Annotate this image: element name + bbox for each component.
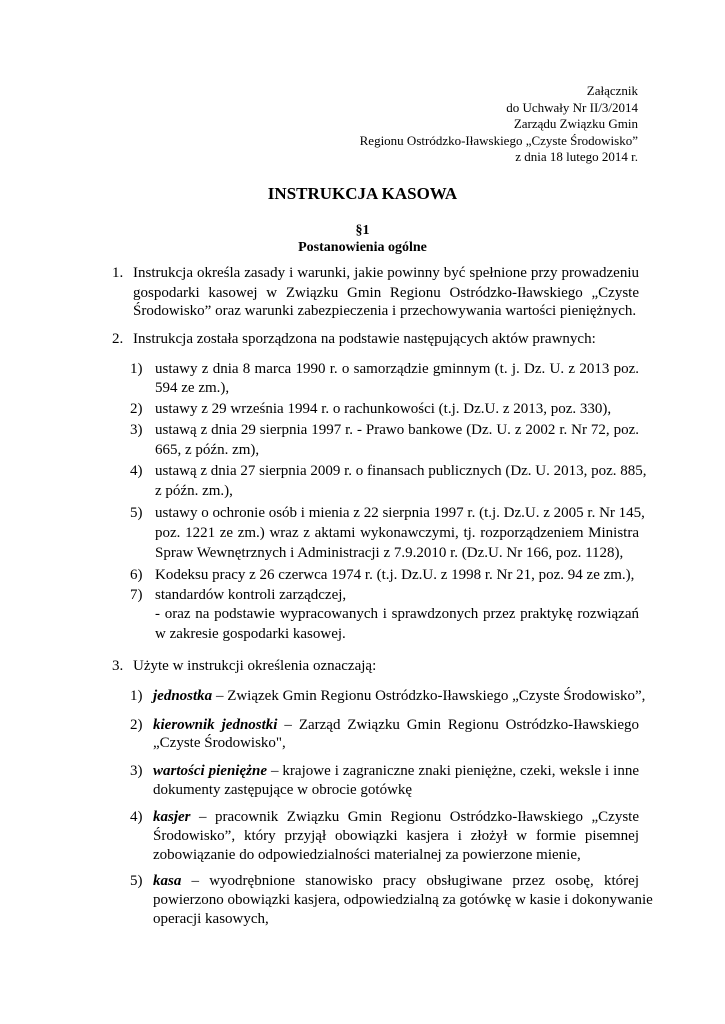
paragraph-line: Użyte w instrukcji określenia oznaczają:	[133, 658, 377, 674]
definition-text: – Zarząd Związku Gmin Regionu Ostródzko-Iławskiego	[277, 717, 639, 733]
sub-item-line: poz. 1221 ze zm.) wraz z aktami wykonawczymi, tj. rozporządzeniem Ministra	[155, 525, 639, 541]
definition-line: zobowiązanie do odpowiedzialności materialnej za powierzone mienie,	[153, 847, 581, 863]
definition-text: – pracownik Związku Gmin Regionu Ostródzko-Iławskiego „Czyste	[190, 809, 639, 825]
definition-term: wartości pieniężne	[153, 763, 267, 779]
paragraph-line: Instrukcja została sporządzona na podstawie następujących aktów prawnych:	[133, 331, 596, 347]
header-line: z dnia 18 lutego 2014 r.	[515, 149, 638, 165]
sub-item-line: - oraz na podstawie wypracowanych i sprawdzonych przez praktykę rozwiązań	[155, 606, 639, 622]
definition-line	[153, 807, 639, 827]
definition-line: operacji kasowych,	[153, 911, 269, 927]
item-number: 2.	[112, 331, 124, 347]
definition-line: powierzono obowiązki kasjera, odpowiedzialną za gotówkę w kasie i dokonywanie	[153, 892, 653, 908]
sub-item-line: standardów kontroli zarządczej,	[155, 587, 347, 603]
sub-item-line: 665, z późn. zm),	[155, 442, 260, 458]
definition-number: 3)	[130, 763, 143, 779]
section-number: §1	[355, 223, 370, 238]
header-line: Regionu Ostródzko-Iławskiego „Czyste Środowisko”	[359, 132, 638, 148]
sub-item-line: Spraw Wewnętrznych i Administracji z 7.9.2010 r. (Dz.U. Nr 166, poz. 1128),	[155, 545, 624, 561]
item-number: 1.	[112, 265, 124, 281]
header-line: Załącznik	[586, 83, 638, 98]
definition-line: „Czyste Środowisko",	[153, 735, 286, 751]
definition-line	[153, 871, 639, 891]
sub-item-line: ustawy o ochronie osób i mienia z 22 sierpnia 1997 r. (t.j. Dz.U. z 2005 r. Nr 145,	[155, 505, 645, 521]
definition-text: – wyodrębnione stanowisko pracy obsługiwane przez osobę, której	[181, 873, 639, 889]
item-number: 3.	[112, 658, 124, 674]
definition-term: kasa	[153, 873, 182, 889]
attachment-header	[360, 83, 638, 166]
section-heading: Postanowienia ogólne	[298, 240, 427, 255]
paragraph-line: gospodarki kasowej w Związku Gmin Regionu Ostródzko-Iławskiego „Czyste	[133, 285, 639, 301]
definition-line	[153, 715, 639, 735]
sub-item-line: 594 ze zm.),	[155, 380, 230, 396]
sub-item-number: 4)	[130, 463, 143, 479]
definition-number: 5)	[130, 873, 143, 889]
sub-item-number: 1)	[130, 361, 143, 377]
sub-item-number: 3)	[130, 422, 143, 438]
sub-item-number: 6)	[130, 567, 143, 583]
sub-item-number: 2)	[130, 401, 143, 417]
header-line: Zarządu Związku Gmin	[513, 116, 638, 132]
sub-item-line: ustawy z 29 września 1994 r. o rachunkowości (t.j. Dz.U. z 2013, poz. 330),	[155, 401, 612, 417]
definition-line: Środowisko”, który przyjął obowiązki kasjera i złożył w formie pisemnej	[153, 828, 639, 844]
sub-item-line: Kodeksu pracy z 26 czerwca 1974 r. (t.j. Dz.U. z 1998 r. Nr 21, poz. 94 ze zm.),	[155, 567, 635, 583]
definition-term: jednostka	[153, 688, 213, 704]
sub-item-line: ustawą z dnia 29 sierpnia 1997 r. - Prawo bankowe (Dz. U. z 2002 r. Nr 72, poz.	[155, 422, 639, 438]
definition-line	[153, 686, 645, 706]
paragraph-line: Instrukcja określa zasady i warunki, jakie powinny być spełnione przy prowadzeniu	[133, 265, 639, 281]
definition-number: 2)	[130, 717, 143, 733]
definition-text: – krajowe i zagraniczne znaki pieniężne, czeki, weksle i inne	[266, 763, 639, 779]
definition-term: kasjer	[153, 809, 191, 825]
sub-item-line: ustawą z dnia 27 sierpnia 2009 r. o finansach publicznych (Dz. U. 2013, poz. 885,	[155, 463, 647, 479]
sub-item-line: z późn. zm.),	[155, 483, 233, 499]
document-title: INSTRUKCJA KASOWA	[267, 184, 458, 203]
sub-item-line: ustawy z dnia 8 marca 1990 r. o samorządzie gminnym (t. j. Dz. U. z 2013 poz.	[155, 361, 639, 377]
header-line: do Uchwały Nr II/3/2014	[506, 99, 638, 115]
definition-number: 1)	[130, 688, 143, 704]
definition-term: kierownik jednostki	[153, 717, 278, 733]
sub-item-number: 5)	[130, 505, 143, 521]
sub-item-number: 7)	[130, 587, 143, 603]
sub-item-line: w zakresie gospodarki kasowej.	[155, 626, 346, 642]
definition-number: 4)	[130, 809, 143, 825]
definition-line: dokumenty zastępujące w obrocie gotówkę	[153, 782, 413, 798]
paragraph-line: Środowisko” oraz warunki zabezpieczenia i przechowywania wartości pieniężnych.	[133, 303, 637, 319]
definition-line	[153, 761, 639, 781]
definition-text: – Związek Gmin Regionu Ostródzko-Iławskiego „Czyste Środowisko”,	[212, 688, 646, 704]
